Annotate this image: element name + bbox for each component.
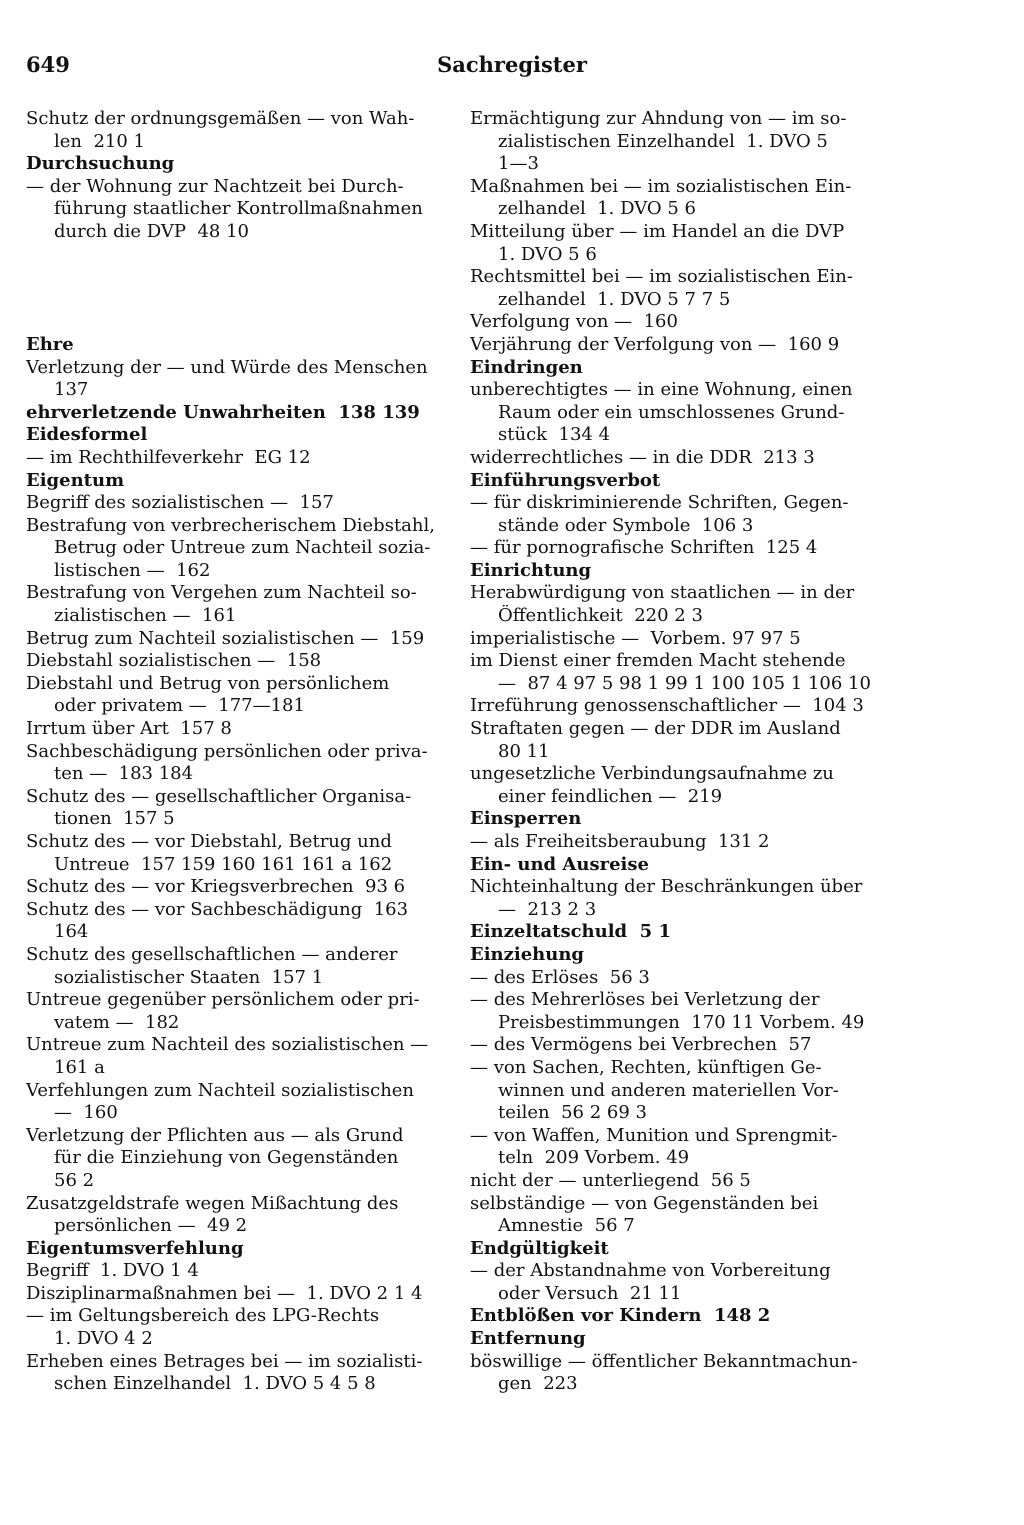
index-continuation-line: führung staatlicher Kontrollmaßnahmen bbox=[54, 198, 423, 220]
index-entry-line: Schutz des — gesellschaftlicher Organisa- bbox=[26, 785, 412, 807]
index-entry-line: Schutz des — vor Diebstahl, Betrug und bbox=[26, 831, 392, 853]
index-entry-line: imperialistische — Vorbem. 97 97 5 bbox=[470, 627, 801, 649]
index-continuation-line: oder Versuch 21 11 bbox=[498, 1282, 682, 1304]
index-entry-line: Verletzung der Pflichten aus — als Grund bbox=[26, 1124, 404, 1146]
index-entry-line: unberechtigtes — in eine Wohnung, einen bbox=[470, 379, 853, 401]
running-head: Sachregister bbox=[437, 52, 587, 77]
index-entry-line: Straftaten gegen — der DDR im Ausland bbox=[470, 718, 841, 740]
index-continuation-line: stück 134 4 bbox=[498, 424, 611, 446]
index-heading: Entblößen vor Kindern 148 2 bbox=[470, 1305, 771, 1327]
blank-space bbox=[26, 244, 444, 334]
index-continuation-line: sozialistischer Staaten 157 1 bbox=[54, 966, 324, 988]
index-column-right bbox=[470, 108, 886, 1396]
index-continuation-line: durch die DVP 48 10 bbox=[54, 220, 249, 242]
index-entry-line: — der Wohnung zur Nachtzeit bei Durch- bbox=[26, 175, 404, 197]
index-continuation-line: — 87 4 97 5 98 1 99 1 100 105 1 106 10 bbox=[498, 672, 871, 694]
index-entry-line: Verletzung der — und Würde des Menschen bbox=[26, 356, 428, 378]
index-continuation-line: teln 209 Vorbem. 49 bbox=[498, 1147, 690, 1169]
index-continuation-line: 80 11 bbox=[498, 740, 550, 762]
index-continuation-line: Öffentlichkeit 220 2 3 bbox=[498, 605, 703, 627]
index-continuation-line: persönlichen — 49 2 bbox=[54, 1215, 248, 1237]
index-entry-line: selbständige — von Gegenständen bei bbox=[470, 1192, 819, 1214]
page-number: 649 bbox=[26, 52, 70, 77]
index-entry-line: Mitteilung über — im Handel an die DVP bbox=[470, 220, 845, 242]
index-continuation-line: Untreue 157 159 160 161 161 a 162 bbox=[54, 853, 393, 875]
index-entry-line: Nichteinhaltung der Beschränkungen über bbox=[470, 876, 863, 898]
index-heading: Einführungsverbot bbox=[470, 469, 661, 491]
index-continuation-line: — 160 bbox=[54, 1102, 118, 1124]
index-entry-line: — im Rechthilfeverkehr EG 12 bbox=[26, 446, 311, 468]
index-heading: Eigentum bbox=[26, 469, 125, 491]
index-continuation-line: zialistischen — 161 bbox=[54, 605, 237, 627]
index-continuation-line: — 213 2 3 bbox=[498, 898, 597, 920]
index-heading: Eidesformel bbox=[26, 424, 148, 446]
index-entry-line: Rechtsmittel bei — im sozialistischen Ein- bbox=[470, 266, 853, 288]
index-heading: ehrverletzende Unwahrheiten 138 139 bbox=[26, 401, 420, 423]
index-heading: Durchsuchung bbox=[26, 153, 175, 175]
index-continuation-line: tionen 157 5 bbox=[54, 808, 175, 830]
index-continuation-line: len 210 1 bbox=[54, 130, 145, 152]
index-entry-line: Bestrafung von verbrecherischem Diebstahl, bbox=[26, 514, 435, 536]
index-continuation-line: 56 2 bbox=[54, 1169, 95, 1191]
index-entry-line: Verfehlungen zum Nachteil sozialistischen bbox=[26, 1079, 415, 1101]
index-entry-line: Schutz des gesellschaftlichen — anderer bbox=[26, 943, 398, 965]
index-entry-line: Erheben eines Betrages bei — im sozialisti- bbox=[26, 1350, 423, 1372]
index-continuation-line: Amnestie 56 7 bbox=[498, 1215, 635, 1237]
index-entry-line: Betrug zum Nachteil sozialistischen — 159 bbox=[26, 627, 425, 649]
index-entry-line: — für diskriminierende Schriften, Gegen- bbox=[470, 492, 849, 514]
index-continuation-line: 161 a bbox=[54, 1056, 105, 1078]
index-continuation-line: 1—3 bbox=[498, 153, 539, 175]
index-entry-line: widerrechtliches — in die DDR 213 3 bbox=[470, 446, 815, 468]
index-continuation-line: oder privatem — 177—181 bbox=[54, 695, 305, 717]
index-continuation-line: zelhandel 1. DVO 5 6 bbox=[498, 198, 696, 220]
index-entry-line: nicht der — unterliegend 56 5 bbox=[470, 1169, 751, 1191]
index-continuation-line: für die Einziehung von Gegenständen bbox=[54, 1147, 399, 1169]
index-continuation-line: winnen und anderen materiellen Vor- bbox=[498, 1079, 839, 1101]
index-entry-line: — des Erlöses 56 3 bbox=[470, 966, 650, 988]
index-entry-line: Diebstahl sozialistischen — 158 bbox=[26, 650, 322, 672]
index-entry-line: — von Waffen, Munition und Sprengmit- bbox=[470, 1124, 838, 1146]
index-continuation-line: Preisbestimmungen 170 11 Vorbem. 49 bbox=[498, 1011, 865, 1033]
index-heading: Eindringen bbox=[470, 356, 583, 378]
index-continuation-line: 1. DVO 4 2 bbox=[54, 1328, 153, 1350]
index-heading: Einziehung bbox=[470, 943, 585, 965]
index-entry-line: — der Abstandnahme von Vorbereitung bbox=[470, 1260, 831, 1282]
index-entry-line: Irreführung genossenschaftlicher — 104 3 bbox=[470, 695, 864, 717]
index-entry-line: Untreue zum Nachteil des sozialistischen — bbox=[26, 1034, 429, 1056]
index-heading: Ein- und Ausreise bbox=[470, 853, 649, 875]
index-continuation-line: einer feindlichen — 219 bbox=[498, 785, 723, 807]
index-entry-line: Untreue gegenüber persönlichem oder pri- bbox=[26, 989, 420, 1011]
index-continuation-line: Betrug oder Untreue zum Nachteil sozia- bbox=[54, 537, 431, 559]
index-heading: Einzeltatschuld 5 1 bbox=[470, 921, 671, 943]
index-entry-line: Zusatzgeldstrafe wegen Mißachtung des bbox=[26, 1192, 399, 1214]
index-entry-line: — von Sachen, Rechten, künftigen Ge- bbox=[470, 1056, 822, 1078]
index-entry-line: Schutz des — vor Sachbeschädigung 163 bbox=[26, 898, 409, 920]
index-entry-line: Verfolgung von — 160 bbox=[470, 311, 678, 333]
index-continuation-line: ten — 183 184 bbox=[54, 763, 194, 785]
index-continuation-line: gen 223 bbox=[498, 1373, 578, 1395]
index-continuation-line: stände oder Symbole 106 3 bbox=[498, 514, 754, 536]
index-heading: Einrichtung bbox=[470, 559, 592, 581]
index-entry-line: — als Freiheitsberaubung 131 2 bbox=[470, 831, 770, 852]
index-continuation-line: listischen — 162 bbox=[54, 559, 211, 581]
index-heading: Ehre bbox=[26, 333, 74, 355]
index-entry-line: Begriff des sozialistischen — 157 bbox=[26, 492, 334, 514]
index-entry-line: Herabwürdigung von staatlichen — in der bbox=[470, 582, 855, 604]
index-heading: Eigentumsverfehlung bbox=[26, 1237, 244, 1259]
index-entry-line: Disziplinarmaßnahmen bei — 1. DVO 2 1 4 bbox=[26, 1282, 423, 1304]
index-entry-line: — des Vermögens bei Verbrechen 57 bbox=[470, 1034, 812, 1056]
index-entry-line: Begriff 1. DVO 1 4 bbox=[26, 1260, 199, 1282]
index-continuation-line: zialistischen Einzelhandel 1. DVO 5 bbox=[498, 130, 828, 152]
index-entry-line: böswillige — öffentlicher Bekanntmachun- bbox=[470, 1350, 858, 1372]
index-continuation-line: Raum oder ein umschlossenes Grund- bbox=[498, 401, 845, 423]
index-continuation-line: teilen 56 2 69 3 bbox=[498, 1102, 647, 1124]
index-entry-line: — im Geltungsbereich des LPG-Rechts bbox=[26, 1305, 380, 1327]
index-entry-line: im Dienst einer fremden Macht stehende bbox=[470, 650, 846, 672]
index-continuation-line: zelhandel 1. DVO 5 7 7 5 bbox=[498, 288, 731, 310]
index-entry-line: Diebstahl und Betrug von persönlichem bbox=[26, 672, 390, 694]
index-entry-line: Schutz der ordnungsgemäßen — von Wah- bbox=[26, 108, 415, 129]
index-entry-line: Verjährung der Verfolgung von — 160 9 bbox=[470, 333, 840, 355]
index-entry-line: ungesetzliche Verbindungsaufnahme zu bbox=[470, 763, 834, 785]
index-heading: Entfernung bbox=[470, 1328, 586, 1350]
index-entry-line: Schutz des — vor Kriegsverbrechen 93 6 bbox=[26, 876, 406, 898]
index-continuation-line: schen Einzelhandel 1. DVO 5 4 5 8 bbox=[54, 1373, 376, 1395]
index-continuation-line: 1. DVO 5 6 bbox=[498, 243, 597, 265]
index-continuation-line: 164 bbox=[54, 921, 89, 943]
index-column-left bbox=[26, 108, 444, 1396]
index-entry-line: Irrtum über Art 157 8 bbox=[26, 718, 232, 740]
index-continuation-line: vatem — 182 bbox=[54, 1011, 180, 1033]
page-header bbox=[26, 52, 998, 88]
index-entry-line: Ermächtigung zur Ahndung von — im so- bbox=[470, 108, 847, 129]
index-heading: Endgültigkeit bbox=[470, 1237, 609, 1259]
index-heading: Einsperren bbox=[470, 808, 582, 830]
index-entry-line: Sachbeschädigung persönlichen oder priva- bbox=[26, 740, 428, 762]
index-entry-line: — für pornografische Schriften 125 4 bbox=[470, 537, 818, 559]
index-entry-line: Bestrafung von Vergehen zum Nachteil so- bbox=[26, 582, 417, 604]
index-entry-line: Maßnahmen bei — im sozialistischen Ein- bbox=[470, 175, 852, 197]
index-continuation-line: 137 bbox=[54, 379, 89, 401]
index-entry-line: — des Mehrerlöses bei Verletzung der bbox=[470, 989, 820, 1011]
